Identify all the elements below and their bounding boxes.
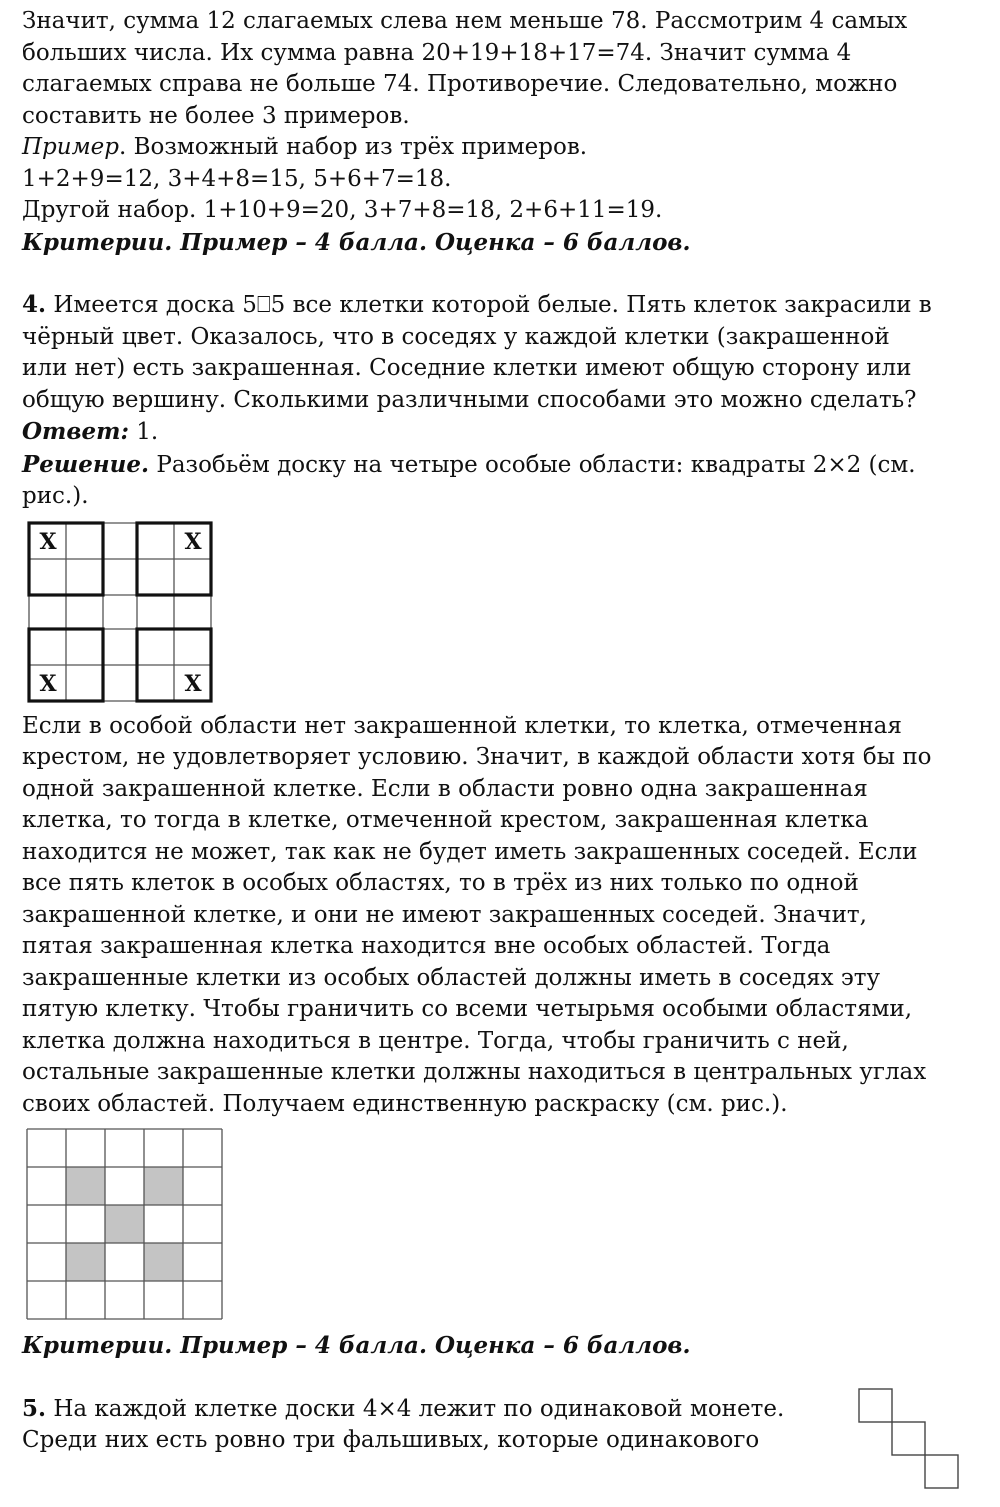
cross-mark: X	[184, 528, 202, 555]
solution-body-line: пятую клетку. Чтобы граничить со всеми четырьмя особыми областями,	[22, 996, 913, 1022]
cross-mark: X	[39, 528, 57, 555]
solution-body-line: крестом, не удовлетворяет условию. Значит, в каждой области хотя бы по	[22, 744, 932, 770]
problem-4-statement-line: общую вершину. Сколькими различными способами это можно сделать?	[22, 386, 917, 413]
problem-number: 4.	[22, 291, 47, 318]
spacer	[22, 258, 982, 289]
staircase-figure	[857, 1387, 963, 1491]
solution-body-line: своих областей. Получаем единственную раскраску (см. рис.).	[22, 1090, 788, 1117]
text-line: Значит, сумма 12 слагаемых слева нем меньше 78. Рассмотрим 4 самых	[22, 8, 908, 34]
solution-body-line: закрашенной клетке, и они не имеют закрашенных соседей. Значит,	[22, 901, 867, 928]
solution-body-line: клетка должна находиться в центре. Тогда, чтобы граничить с ней,	[22, 1027, 849, 1054]
solution-body-line: клетка, то тогда в клетке, отмеченной крестом, закрашенная клетка	[22, 807, 869, 833]
problem-4-statement-line: или нет) есть закрашенная. Соседние клетки имеют общую сторону или	[22, 355, 912, 381]
criteria-line: Критерии. Пример – 4 балла. Оценка – 6 баллов.	[22, 228, 691, 256]
answer-label: Ответ:	[22, 418, 129, 445]
text-line: больших числа. Их сумма равна 20+19+18+17=74. Значит сумма 4	[22, 39, 852, 66]
solution-body-line: закрашенные клетки из особых областей должны иметь в соседях эту	[22, 964, 881, 991]
shaded-cell	[144, 1243, 183, 1281]
example-line	[22, 132, 982, 164]
solution-body-line: находится не может, так как не будет иметь закрашенных соседей. Если	[22, 838, 918, 865]
shaded-cell	[66, 1167, 105, 1205]
solution-label: Решение.	[22, 450, 150, 478]
criteria-line: Критерии. Пример – 4 балла. Оценка – 6 баллов.	[22, 1332, 691, 1359]
problem-5-section	[22, 1393, 982, 1457]
shaded-cell	[105, 1205, 144, 1243]
solution-line: рис.).	[22, 483, 89, 509]
example-set-2: Другой набор. 1+10+9=20, 3+7+8=18, 2+6+11=19.	[22, 197, 663, 223]
special-regions-figure	[24, 519, 216, 705]
solution-body-line: пятая закрашенная клетка находится вне особых областей. Тогда	[22, 933, 831, 959]
text-line: слагаемых справа не больше 74. Противоречие. Следовательно, можно	[22, 71, 898, 97]
coloring-figure	[24, 1126, 226, 1322]
solution-body-line: все пять клеток в особых областях, то в трёх из них только по одной	[22, 870, 859, 896]
spacer	[22, 1362, 982, 1393]
problem-number: 5.	[22, 1394, 47, 1422]
problem-4-section	[22, 289, 982, 1362]
example-set-1: 1+2+9=12, 3+4+8=15, 5+6+7=18.	[22, 165, 452, 192]
solution-body-line: остальные закрашенные клетки должны находиться в центральных углах	[22, 1059, 927, 1085]
page-content	[22, 6, 982, 1457]
problem-4-statement-line: чёрный цвет. Оказалось, что в соседях у каждой клетки (закрашенной	[22, 323, 890, 350]
solution-body-line: Если в особой области нет закрашенной клетки, то клетка, отмеченная	[22, 712, 902, 739]
answer-value: 1.	[128, 419, 159, 445]
example-label: Пример	[22, 134, 119, 160]
answer-line	[22, 416, 982, 449]
cross-mark: X	[184, 670, 202, 697]
problem-4-statement-line	[22, 289, 982, 322]
problem-text: На каждой клетке доски 4×4 лежит по одинаковой монете.	[46, 1395, 785, 1422]
solution-line	[22, 449, 982, 482]
shaded-cell	[66, 1243, 105, 1281]
text-line: составить не более 3 примеров.	[22, 102, 410, 129]
problem-5-statement-line: Среди них есть ровно три фальшивых, которые одинакового	[22, 1427, 760, 1453]
solution-text: Разобьём доску на четыре особые области: квадраты 2×2 (см.	[149, 451, 916, 478]
problem-5-statement-line	[22, 1393, 982, 1426]
cross-mark: X	[39, 670, 57, 697]
shaded-cell	[144, 1167, 183, 1205]
solution-body-line: одной закрашенной клетке. Если в области ровно одна закрашенная	[22, 775, 868, 802]
problem-text: Имеется доска 5⎕5 все клетки которой белые. Пять клеток закрасили в	[46, 292, 932, 318]
intro-section	[22, 6, 982, 258]
example-text: . Возможный набор из трёх примеров.	[119, 134, 588, 160]
